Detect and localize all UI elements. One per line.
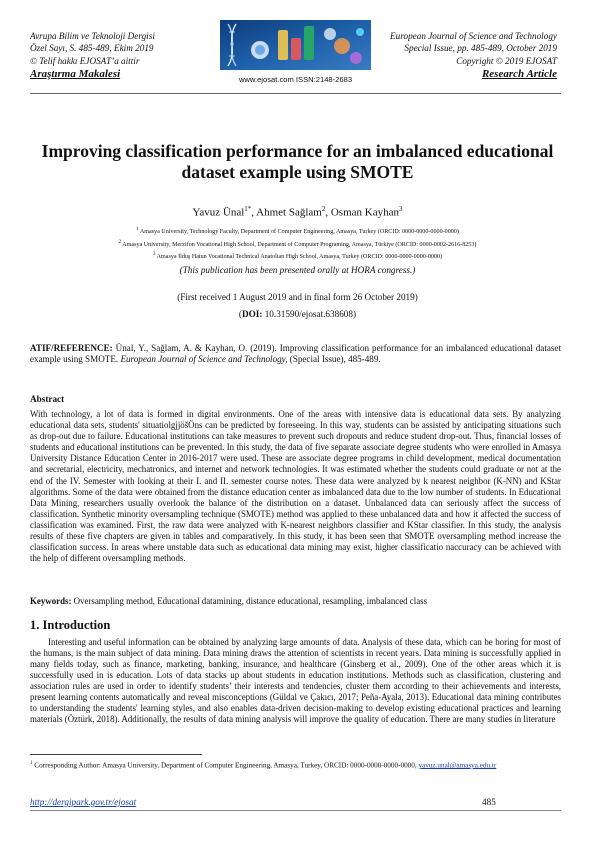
journal-website-issn: www.ejosat.com ISSN:2148-2683 bbox=[238, 75, 353, 84]
journal-name-tr: Avrupa Bilim ve Teknoloji Dergisi bbox=[30, 31, 155, 41]
author-name: Osman Kayhan bbox=[330, 206, 399, 219]
doi-value[interactable]: 10.31590/ejosat.638608 bbox=[264, 309, 353, 319]
copyright-tr: © Telif hakkı EJOSAT’a aittir bbox=[30, 55, 140, 66]
footnote-text: Corresponding Author: Amasya University, Department of Computer Engineering, Amasya, Turkey, ORCID: 0000-0000-0000-0000, bbox=[34, 761, 417, 770]
journal-name-en: European Journal of Science and Technology bbox=[390, 31, 557, 41]
abstract-text: With technology, a lot of data is formed in digital environments. One of the areas with intensive data is educational data sets. By analyzing educational data sets, students' situatiolgjjöšÖns can be predicted by foreseeing. In this way, students can be assisted by anticipating situations such as drop-out due to failure. Educational institutions can take measures to prevent such dropouts and reduce student drop-out. Thus, financial losses of students and educational institutions can be prevented. In this study, the data of five separate associate degree students who were enrolled in Amasya University Distance Education Center in 2016-2017 were used. These are associate degree programs in child development, medical documentation and secretarial, electricity, mechatronics, and internet and network technologies. It was estimated whether the students could graduate or not at the end of the IV. Semester with looking at their I. and II. semester course notes. These data were analyzed by k nearest neighbor (K-NN) and KStar algorithms. Some of the data were obtained from the distance education center as imbalanced data due to the low number of students. In Educational Data Mining, researchers usually overlook the balance of the distribution on a dataset. Unbalanced data can seriously affect the success of classification. Synthetic minority oversampling technique (SMOTE) method was applied to these unbalanced data and how it affected the success of classification was examined. First, the raw data were analyzed with K-nearest neighbors classifier and KStar classifier. In this study, the analysis results of these five chapters are given in tables and comparatively. In this study, it has been seen that SMOTE oversampling method increase the classification success. In areas where unstable data such as educational data mining may exist, higher classificatio naccuracy can be achieved with the help of different oversampling methods. bbox=[30, 409, 561, 564]
footer-journal-link[interactable]: http://dergipark.gov.tr/ejosat bbox=[30, 797, 137, 807]
journal-logo-image bbox=[220, 20, 371, 70]
affiliation-sup: 3 bbox=[152, 252, 156, 258]
section-heading-introduction: 1. Introduction bbox=[30, 618, 111, 632]
received-dates: (First received 1 August 2019 and in final form 26 October 2019) bbox=[177, 292, 418, 302]
affiliation bbox=[0, 250, 595, 263]
keywords-line bbox=[30, 596, 561, 606]
footnote-sup: 1 bbox=[30, 761, 33, 766]
keywords-text: Oversampling method, Educational datamining, distance educational, resampling, imbalanced class bbox=[73, 596, 428, 606]
affiliation-sup: 2 bbox=[118, 239, 122, 245]
affiliation-text: Amasya University, Technology Faculty, Department of Computer Engineering, Amasya, Turkey (ORCID: 0000-0000-0000-0000) bbox=[139, 229, 459, 236]
author-sup: 1* bbox=[244, 205, 252, 213]
doi-line: (DOI: 10.31590/ejosat.638608) bbox=[238, 309, 357, 319]
doi-label: DOI: bbox=[241, 309, 263, 319]
citation-block bbox=[30, 343, 561, 365]
author-list: Yavuz Ünal$^{1*}$, Ahmet Sağlam$^2$, Osman Kayhan$^3$ bbox=[192, 205, 403, 219]
affiliation-sup: 1 bbox=[136, 227, 139, 232]
introduction-text: Interesting and useful information can be obtained by analyzing large amounts of data. Analysis of these data, which can be boring for most of the humans, is the main subject of data mining. Data mining draws the attention of scientists in recent years. Data mining is successfully applied in many fields today, such as finance, marketing, banking, insurance, and healthcare (Ginsberg et al., 2009). One of the other areas which it is successfully used in is education. Lots of data stacks up about students in education institutions. Methods such as classification, clustering and association rules are used in order to identify students’ their interests and tendencies, cluster them according to their achievements and interests, present learning contents automatically and reveal misconceptions (Güldal ve Çakıcı, 2017; Peña-Ayala, 2013). Educational data mining contributes to understanding the students' learning styles, and also enables data-driven decision-making to develop existing educational practices and learning materials (Öztürk, 2018). Additionally, the results of data mining analysis will improve the quality of education. There are many studies in literature bbox=[30, 637, 561, 725]
presentation-note: (This publication has been presented orally at HORA congress.) bbox=[179, 265, 416, 275]
issue-info-en: Special Issue, pp. 485-489, October 2019 bbox=[404, 43, 557, 54]
header-right bbox=[390, 30, 557, 81]
footnote-rule bbox=[30, 754, 202, 755]
paper-title: Improving classification performance for an imbalanced educational dataset example using SMOTE bbox=[41, 141, 554, 182]
header-left bbox=[30, 30, 155, 81]
affiliation-text: Amasya İlduş Hatun Vocational Technical Anatolian High School, Amasya, Turkey (ORCID: 0000-0000-0000-0000) bbox=[156, 254, 443, 261]
issue-info-tr: Özel Sayı, S. 485-489, Ekim 2019 bbox=[30, 43, 154, 54]
citation-text: Ünal, Y., Sağlam, A. & Kayhan, O. (2019). Improving classification performance for an imbalanced educational dataset example using SMOTE. bbox=[30, 343, 561, 364]
journal-logo bbox=[220, 20, 371, 70]
citation-journal: European Journal of Science and Technology, bbox=[120, 354, 288, 364]
page-number: 485 bbox=[482, 797, 496, 807]
affiliation bbox=[0, 238, 595, 251]
affiliation-text: Amasya University, Merzifon Vocational High School, Department of Computer Programing, Amasya, Türkiye (ORCID: 0000-0002-2616-8253) bbox=[122, 241, 477, 248]
citation-label: ATIF/REFERENCE: bbox=[30, 343, 113, 353]
copyright-en: Copyright © 2019 EJOSAT bbox=[456, 55, 557, 66]
affiliation bbox=[0, 225, 595, 238]
author-sup: 3 bbox=[398, 205, 403, 213]
citation-tail: (Special Issue), 485-489. bbox=[289, 354, 381, 364]
article-type-en: Research Article bbox=[481, 68, 557, 81]
keywords-label: Keywords: bbox=[30, 596, 72, 606]
author-name: Yavuz Ünal bbox=[192, 206, 245, 219]
abstract-heading: Abstract bbox=[30, 394, 65, 404]
author-name: Ahmet Sağlam bbox=[256, 206, 322, 219]
footnote bbox=[30, 759, 561, 771]
article-type-tr: Araştırma Makalesi bbox=[30, 68, 121, 81]
author-sup: 2 bbox=[321, 205, 326, 213]
footer-rule bbox=[30, 810, 561, 811]
header-rule bbox=[30, 93, 561, 94]
affiliation-list bbox=[0, 225, 595, 263]
author-email-link[interactable]: yavuz.unal@amasya.edu.tr bbox=[418, 761, 497, 770]
